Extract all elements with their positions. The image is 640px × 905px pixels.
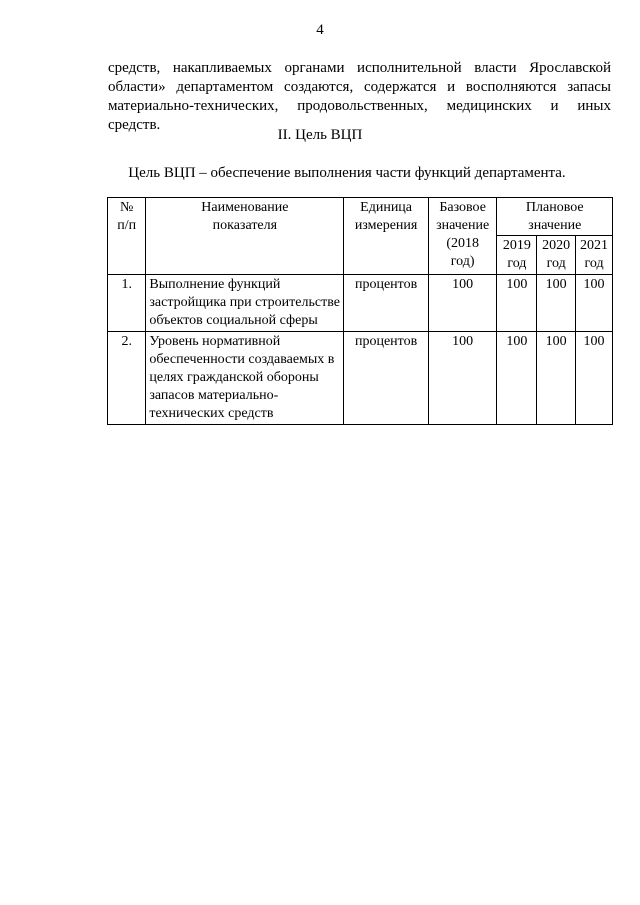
row1-2020: 100 xyxy=(537,275,576,332)
row2-2020: 100 xyxy=(537,332,576,425)
header-num xyxy=(108,198,146,275)
intro-line-3: материально-технических, продовольственных, медицинских и иных xyxy=(108,98,611,114)
header-num-line1: № xyxy=(120,200,134,215)
header-base-line1: Базовое xyxy=(439,200,486,215)
row1-2019: 100 xyxy=(497,275,537,332)
table-header-row xyxy=(108,198,613,236)
header-2020-line2: год xyxy=(546,256,566,271)
header-2021-line2: год xyxy=(584,256,604,271)
header-name xyxy=(146,198,344,275)
row1-2021: 100 xyxy=(576,275,613,332)
header-base-line4: год) xyxy=(450,254,475,269)
header-base xyxy=(428,198,497,275)
header-2020-line1: 2020 xyxy=(542,238,571,253)
header-unit-line1: Единица xyxy=(360,200,413,215)
header-year-2021 xyxy=(576,236,613,275)
intro-line-4: средств. xyxy=(108,117,161,133)
table-row xyxy=(108,332,613,425)
row2-base: 100 xyxy=(428,332,497,425)
table-row xyxy=(108,275,613,332)
header-year-2019 xyxy=(497,236,537,275)
row2-name: Уровень нормативной обеспеченности создаваемых в целях гражданской обороны запасов материально-технических средств xyxy=(146,332,344,425)
header-plan-line2: значение xyxy=(528,218,582,233)
section-title: II. Цель ВЦП xyxy=(277,127,363,143)
row1-num: 1. xyxy=(108,275,146,332)
header-year-2020 xyxy=(537,236,576,275)
header-plan xyxy=(497,198,613,236)
header-base-line2: значение xyxy=(436,218,490,233)
header-base-line3: (2018 xyxy=(446,236,479,251)
header-num-line2: п/п xyxy=(117,218,137,233)
header-unit xyxy=(344,198,428,275)
indicators-table xyxy=(107,197,613,425)
header-name-line1: Наименование xyxy=(201,200,289,215)
row2-unit: процентов xyxy=(344,332,428,425)
header-2021-line1: 2021 xyxy=(580,238,609,253)
header-unit-line2: измерения xyxy=(354,218,418,233)
row2-2019: 100 xyxy=(497,332,537,425)
intro-paragraph xyxy=(108,59,611,135)
row2-num: 2. xyxy=(108,332,146,425)
row1-name: Выполнение функций застройщика при строительстве объектов социальной сферы xyxy=(146,275,344,332)
row2-2021: 100 xyxy=(576,332,613,425)
goal-statement: Цель ВЦП – обеспечение выполнения части функций департамента. xyxy=(128,165,566,181)
header-2019-line1: 2019 xyxy=(502,238,531,253)
header-2019-line2: год xyxy=(507,256,527,271)
page-number: 4 xyxy=(316,22,324,38)
intro-line-2: области» департаментом создаются, содержатся и восполняются запасы xyxy=(108,79,611,95)
row1-unit: процентов xyxy=(344,275,428,332)
header-plan-line1: Плановое xyxy=(525,200,584,215)
header-name-line2: показателя xyxy=(212,218,278,233)
row1-base: 100 xyxy=(428,275,497,332)
intro-line-1: средств, накапливаемых органами исполнительной власти Ярославской xyxy=(108,60,611,76)
